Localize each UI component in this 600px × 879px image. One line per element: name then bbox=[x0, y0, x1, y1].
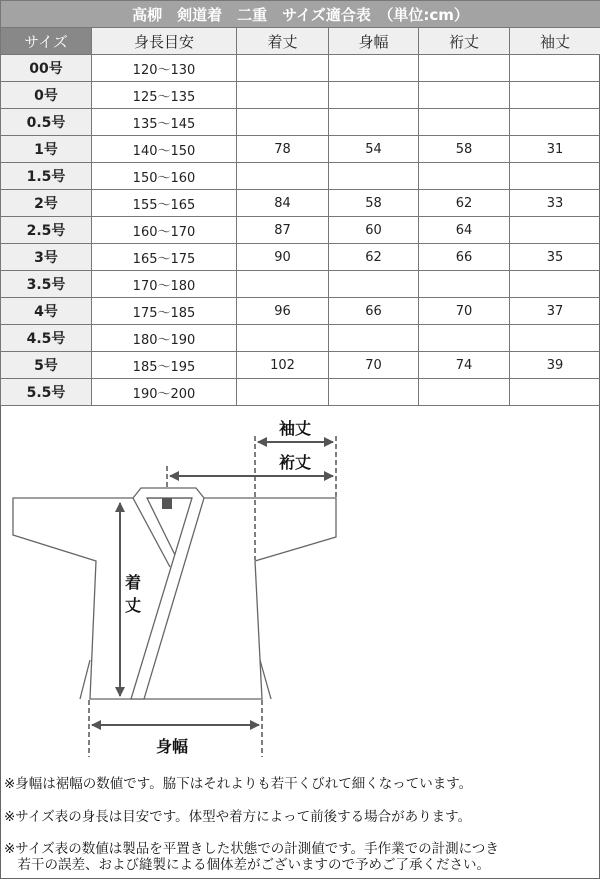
garment-diagram bbox=[0, 405, 600, 765]
size-cell: 0号 bbox=[1, 82, 92, 109]
value-cell: 35 bbox=[510, 244, 600, 271]
value-cell bbox=[329, 271, 419, 298]
value-cell: 39 bbox=[510, 352, 600, 379]
size-cell: 1.5号 bbox=[1, 163, 92, 190]
size-cell: 1号 bbox=[1, 136, 92, 163]
value-cell bbox=[510, 55, 600, 82]
value-cell: 66 bbox=[329, 298, 419, 325]
value-cell: 125〜135 bbox=[92, 82, 237, 109]
value-cell bbox=[237, 82, 329, 109]
column-header: サイズ bbox=[1, 28, 92, 55]
size-cell: 3.5号 bbox=[1, 271, 92, 298]
table-row bbox=[1, 136, 600, 163]
size-cell: 5.5号 bbox=[1, 379, 92, 406]
size-cell: 00号 bbox=[1, 55, 92, 82]
column-header: 身幅 bbox=[329, 28, 419, 55]
note-3: ※サイズ表の数値は製品を平置きした状態での計測値です。手作業での計測につき bbox=[4, 841, 499, 857]
value-cell bbox=[237, 163, 329, 190]
value-cell bbox=[419, 379, 510, 406]
size-cell: 0.5号 bbox=[1, 109, 92, 136]
value-cell: 90 bbox=[237, 244, 329, 271]
value-cell bbox=[510, 82, 600, 109]
value-cell bbox=[329, 109, 419, 136]
value-cell: 62 bbox=[329, 244, 419, 271]
value-cell: 62 bbox=[419, 190, 510, 217]
value-cell bbox=[419, 163, 510, 190]
collar-tag bbox=[162, 498, 172, 509]
table-title: 高柳 剣道着 二重 サイズ適合表 （単位:cm） bbox=[1, 1, 600, 28]
value-cell: 60 bbox=[329, 217, 419, 244]
note-1: ※身幅は裾幅の数値です。脇下はそれよりも若干くびれて細くなっています。 bbox=[4, 776, 473, 792]
value-cell: 37 bbox=[510, 298, 600, 325]
value-cell: 102 bbox=[237, 352, 329, 379]
table-row bbox=[1, 325, 600, 352]
value-cell: 185〜195 bbox=[92, 352, 237, 379]
value-cell: 150〜160 bbox=[92, 163, 237, 190]
kendo-jacket-outline bbox=[13, 488, 336, 699]
value-cell bbox=[510, 163, 600, 190]
column-header: 裄丈 bbox=[419, 28, 510, 55]
label-length-1: 着 bbox=[124, 573, 142, 592]
value-cell bbox=[329, 379, 419, 406]
value-cell: 135〜145 bbox=[92, 109, 237, 136]
value-cell: 190〜200 bbox=[92, 379, 237, 406]
value-cell bbox=[237, 55, 329, 82]
value-cell bbox=[419, 55, 510, 82]
table-row bbox=[1, 379, 600, 406]
value-cell: 165〜175 bbox=[92, 244, 237, 271]
column-header: 袖丈 bbox=[510, 28, 600, 55]
value-cell: 96 bbox=[237, 298, 329, 325]
value-cell bbox=[510, 325, 600, 352]
table-row bbox=[1, 163, 600, 190]
value-cell: 84 bbox=[237, 190, 329, 217]
value-cell: 160〜170 bbox=[92, 217, 237, 244]
value-cell: 66 bbox=[419, 244, 510, 271]
table-row bbox=[1, 82, 600, 109]
value-cell: 87 bbox=[237, 217, 329, 244]
value-cell bbox=[510, 109, 600, 136]
value-cell bbox=[237, 109, 329, 136]
column-header: 身長目安 bbox=[92, 28, 237, 55]
value-cell bbox=[329, 325, 419, 352]
table-row bbox=[1, 244, 600, 271]
size-cell: 4号 bbox=[1, 298, 92, 325]
size-cell: 2号 bbox=[1, 190, 92, 217]
value-cell: 74 bbox=[419, 352, 510, 379]
note-2: ※サイズ表の身長は目安です。体型や着方によって前後する場合があります。 bbox=[4, 809, 472, 825]
label-yuki: 裄丈 bbox=[278, 453, 312, 472]
value-cell: 64 bbox=[419, 217, 510, 244]
size-table bbox=[0, 0, 600, 406]
value-cell bbox=[419, 271, 510, 298]
table-row bbox=[1, 109, 600, 136]
label-sleeve: 袖丈 bbox=[278, 419, 312, 438]
table-row bbox=[1, 55, 600, 82]
value-cell bbox=[419, 325, 510, 352]
note-4: 若干の誤差、および縫製による個体差がございますので予めご了承ください。 bbox=[4, 857, 490, 873]
value-cell: 58 bbox=[329, 190, 419, 217]
label-width: 身幅 bbox=[155, 737, 189, 756]
size-cell: 5号 bbox=[1, 352, 92, 379]
table-row bbox=[1, 217, 600, 244]
size-cell: 3号 bbox=[1, 244, 92, 271]
value-cell bbox=[329, 55, 419, 82]
value-cell bbox=[237, 325, 329, 352]
value-cell: 54 bbox=[329, 136, 419, 163]
value-cell bbox=[510, 379, 600, 406]
table-row bbox=[1, 190, 600, 217]
value-cell bbox=[237, 271, 329, 298]
value-cell bbox=[329, 163, 419, 190]
size-cell: 4.5号 bbox=[1, 325, 92, 352]
table-row bbox=[1, 298, 600, 325]
value-cell: 170〜180 bbox=[92, 271, 237, 298]
value-cell: 155〜165 bbox=[92, 190, 237, 217]
value-cell: 180〜190 bbox=[92, 325, 237, 352]
size-cell: 2.5号 bbox=[1, 217, 92, 244]
value-cell bbox=[510, 271, 600, 298]
table-row bbox=[1, 352, 600, 379]
value-cell: 70 bbox=[419, 298, 510, 325]
value-cell: 140〜150 bbox=[92, 136, 237, 163]
value-cell bbox=[510, 217, 600, 244]
value-cell: 33 bbox=[510, 190, 600, 217]
label-length-2: 丈 bbox=[124, 596, 142, 615]
value-cell: 175〜185 bbox=[92, 298, 237, 325]
value-cell: 70 bbox=[329, 352, 419, 379]
column-header: 着丈 bbox=[237, 28, 329, 55]
table-row bbox=[1, 271, 600, 298]
value-cell: 31 bbox=[510, 136, 600, 163]
value-cell: 120〜130 bbox=[92, 55, 237, 82]
value-cell: 58 bbox=[419, 136, 510, 163]
value-cell bbox=[419, 109, 510, 136]
value-cell bbox=[329, 82, 419, 109]
value-cell bbox=[237, 379, 329, 406]
value-cell: 78 bbox=[237, 136, 329, 163]
value-cell bbox=[419, 82, 510, 109]
header-row bbox=[1, 28, 600, 55]
